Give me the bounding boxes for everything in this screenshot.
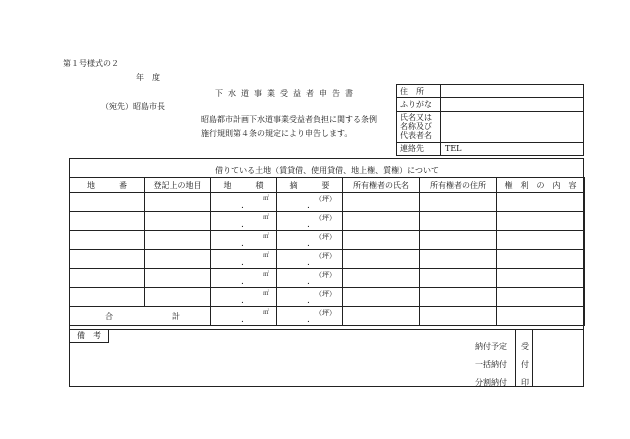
remarks-section[interactable] [69, 329, 584, 387]
cell-owner[interactable] [343, 193, 420, 212]
header-rights: 権 利 の 内 容 [497, 178, 585, 193]
cell-address[interactable] [420, 250, 497, 269]
cell-note[interactable]: （坪） . [277, 269, 343, 288]
header-area: 地 積 [211, 178, 277, 193]
cell-rights[interactable] [497, 212, 585, 231]
form-title: 下水道事業受益者申告書 [215, 89, 358, 98]
statement-line-2: 施行規則第４条の規定により申告します。 [201, 129, 353, 138]
total-row [70, 307, 585, 326]
cell-owner[interactable] [343, 250, 420, 269]
cell-rights[interactable] [497, 288, 585, 307]
cell-area[interactable]: ㎡ . [211, 212, 277, 231]
table-row [70, 269, 585, 288]
contact-label: 連絡先 [397, 142, 441, 155]
form-number: 第１号様式の２ [63, 59, 119, 68]
lump-sum-label: 一括納付 [475, 360, 507, 369]
cell-address[interactable] [420, 288, 497, 307]
table-row [70, 250, 585, 269]
cell-category[interactable] [145, 231, 211, 250]
payment-options [475, 338, 507, 392]
tel-label: TEL [445, 144, 462, 154]
cell-rights[interactable] [497, 193, 585, 212]
cell-note[interactable]: （坪） . [277, 250, 343, 269]
name-field[interactable] [441, 111, 584, 142]
cell-rights[interactable] [497, 269, 585, 288]
cell-area[interactable]: ㎡ . [211, 193, 277, 212]
contact-field[interactable] [441, 142, 584, 155]
land-table-caption: 借りている土地（賃貸借、使用貸借、地上権、質権）について [70, 163, 585, 178]
applicant-box [396, 84, 584, 156]
furigana-field[interactable] [441, 98, 584, 111]
cell-address[interactable] [420, 212, 497, 231]
cell-area[interactable]: ㎡ . [211, 288, 277, 307]
cell-category[interactable] [145, 250, 211, 269]
cell-category[interactable] [145, 193, 211, 212]
table-row [70, 212, 585, 231]
header-category: 登記上の地目 [145, 178, 211, 193]
cell-category[interactable] [145, 212, 211, 231]
table-row [70, 231, 585, 250]
cell-lot[interactable] [70, 269, 145, 288]
cell-area[interactable]: ㎡ . [211, 250, 277, 269]
cell-lot[interactable] [70, 250, 145, 269]
year-label: 年 度 [136, 73, 160, 82]
name-label: 氏名又は 名称及び 代表者名 [397, 111, 441, 142]
cell-owner[interactable] [343, 269, 420, 288]
cell-category[interactable] [145, 269, 211, 288]
cell-address[interactable] [420, 269, 497, 288]
cell-lot[interactable] [70, 193, 145, 212]
cell-note[interactable]: （坪） . [277, 193, 343, 212]
cell-note[interactable]: （坪） . [277, 212, 343, 231]
total-note[interactable]: （坪） . [277, 307, 343, 326]
cell-address[interactable] [420, 193, 497, 212]
table-row [70, 193, 585, 212]
cell-lot[interactable] [70, 288, 145, 307]
statement-line-1: 昭島都市計画下水道事業受益者負担に関する条例 [201, 115, 377, 124]
cell-owner[interactable] [343, 212, 420, 231]
reception-stamp: 受 付 印 [521, 342, 529, 387]
cell-lot[interactable] [70, 212, 145, 231]
table-row [70, 288, 585, 307]
header-owner-name: 所有権者の氏名 [343, 178, 420, 193]
installment-label: 分割納付 [475, 378, 507, 387]
cell-category[interactable] [145, 288, 211, 307]
cell-lot[interactable] [70, 231, 145, 250]
remarks-label: 備 考 [70, 330, 109, 343]
address-field[interactable] [441, 85, 584, 98]
total-area[interactable]: ㎡ . [211, 307, 277, 326]
cell-area[interactable]: ㎡ . [211, 269, 277, 288]
cell-address[interactable] [420, 231, 497, 250]
total-label: 合 計 [70, 307, 211, 326]
land-table [69, 163, 585, 326]
furigana-label: ふりがな [397, 98, 441, 111]
scheduled-payment-label: 納付予定 [475, 342, 507, 351]
cell-owner[interactable] [343, 231, 420, 250]
header-note: 摘 要 [277, 178, 343, 193]
header-lot: 地 番 [70, 178, 145, 193]
address-label: 住 所 [397, 85, 441, 98]
cell-note[interactable]: （坪） . [277, 231, 343, 250]
cell-owner[interactable] [343, 288, 420, 307]
addressee: （宛先）昭島市長 [101, 102, 165, 111]
cell-note[interactable]: （坪） . [277, 288, 343, 307]
cell-rights[interactable] [497, 231, 585, 250]
cell-area[interactable]: ㎡ . [211, 231, 277, 250]
header-owner-address: 所有権者の住所 [420, 178, 497, 193]
cell-rights[interactable] [497, 250, 585, 269]
